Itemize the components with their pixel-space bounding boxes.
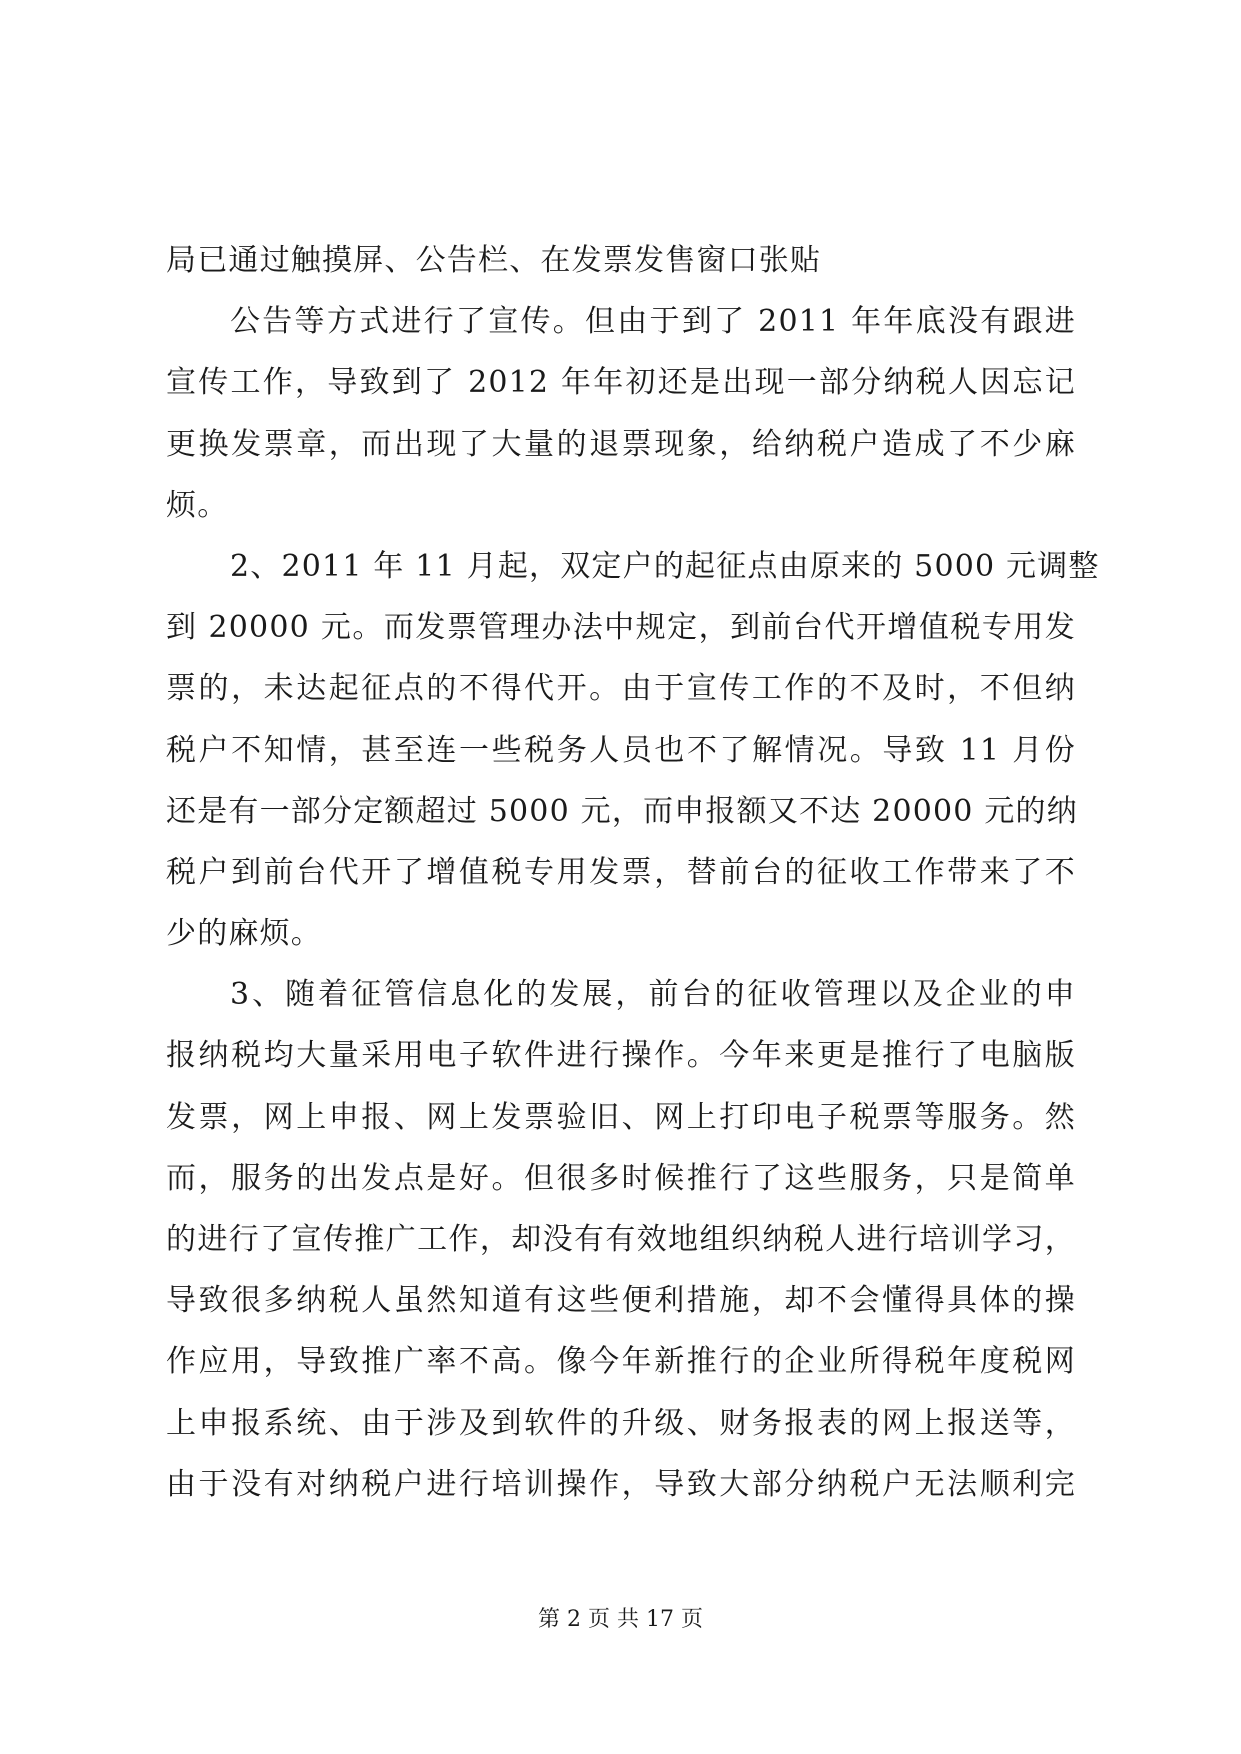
text-line: 局已通过触摸屏、公告栏、在发票发售窗口张贴	[166, 243, 822, 278]
text-line: 更换发票章，而出现了大量的退票现象，给纳税户造成了不少麻	[166, 426, 1076, 462]
text-line: 作应用，导致推广率不高。像今年新推行的企业所得税年度税网	[166, 1344, 1076, 1380]
text-line: 发票，网上申报、网上发票验旧、网上打印电子税票等服务。然	[166, 1099, 1076, 1135]
text-line: 税户到前台代开了增值税专用发票，替前台的征收工作带来了不	[166, 854, 1076, 890]
text-line: 宣传工作，导致到了 2012 年年初还是出现一部分纳税人因忘记	[166, 365, 1076, 401]
document-body	[166, 230, 1100, 1515]
text-line: 的进行了宣传推广工作，却没有有效地组织纳税人进行培训学习，	[166, 1222, 1076, 1257]
text-line: 到 20000 元。而发票管理办法中规定，到前台代开增值税专用发	[166, 610, 1076, 646]
text-line: 公告等方式进行了宣传。但由于到了 2011 年年底没有跟进	[230, 304, 1076, 340]
text-line: 少的麻烦。	[166, 916, 322, 952]
text-line: 3、随着征管信息化的发展，前台的征收管理以及企业的申	[230, 977, 1076, 1013]
text-line: 税户不知情，甚至连一些税务人员也不了解情况。导致 11 月份	[166, 732, 1076, 768]
text-line: 而，服务的出发点是好。但很多时候推行了这些服务，只是简单	[166, 1160, 1076, 1196]
text-line: 票的，未达起征点的不得代开。由于宣传工作的不及时，不但纳	[166, 671, 1076, 707]
text-line: 导致很多纳税人虽然知道有这些便利措施，却不会懂得具体的操	[166, 1283, 1076, 1319]
text-line: 报纳税均大量采用电子软件进行操作。今年来更是推行了电脑版	[166, 1038, 1076, 1074]
text-line: 还是有一部分定额超过 5000 元，而申报额又不达 20000 元的纳	[166, 793, 1078, 829]
text-line: 上申报系统、由于涉及到软件的升级、财务报表的网上报送等，	[166, 1405, 1076, 1441]
text-line: 由于没有对纳税户进行培训操作，导致大部分纳税户无法顺利完	[166, 1466, 1076, 1502]
page-number: 第 2 页 共 17 页	[538, 1607, 703, 1632]
text-line: 烦。	[166, 487, 229, 523]
text-line: 2、2011 年 11 月起，双定户的起征点由原来的 5000 元调整	[230, 548, 1100, 584]
